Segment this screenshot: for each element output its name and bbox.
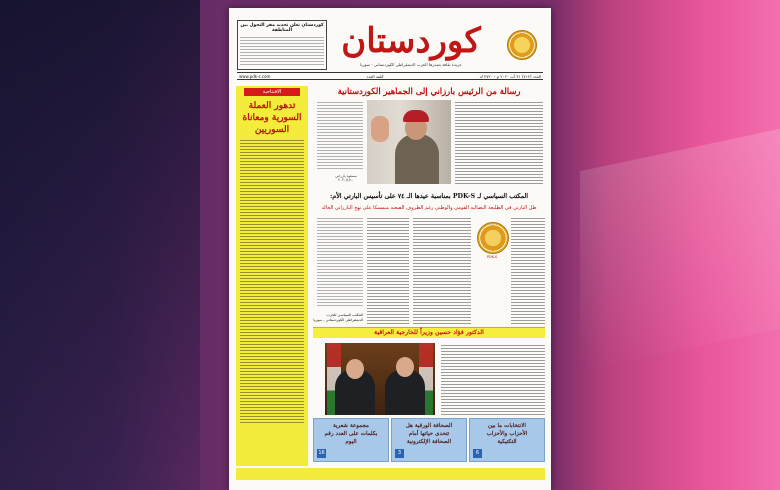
editorial-body-text — [240, 138, 304, 423]
issue-info-bar — [237, 72, 543, 80]
president-photo — [367, 100, 451, 184]
second-article-col-4 — [317, 216, 363, 308]
teaser-box — [391, 418, 467, 462]
issue-number: العدد (٧١٢) ٣١ آب ٢٠٢٠ م - ٢٧٢٠ ك — [479, 73, 541, 79]
teaser-title: الانتخابات ما بين الأحزاب والأحزاب التكتيكية — [486, 423, 528, 445]
teaser-title: مجموعة شعرية بكلمات على العدد رقم اليوم — [324, 423, 378, 445]
waving-hand — [371, 116, 389, 142]
teaser-page-number: 16 — [318, 450, 325, 456]
lead-headline: رسالة من الرئيس بارزاني إلى الجماهير الكوردستانية — [337, 86, 521, 96]
pdk-s-logo-icon — [477, 222, 509, 254]
newspaper-page — [229, 8, 551, 490]
footer-bar — [236, 468, 545, 480]
second-article-col-3 — [367, 216, 409, 324]
editorial-column — [236, 86, 308, 466]
header-box-text — [240, 35, 324, 65]
masthead-subtitle: جريدة ثقافة يصدرها الحزب الديمقراطي الكوردستاني - سوريا — [360, 62, 462, 67]
second-article-col-1 — [511, 216, 545, 324]
section-label: كلمة العدد — [366, 73, 384, 79]
figure-turban — [403, 110, 429, 122]
background-light-streak — [580, 129, 780, 372]
teaser-page-number: 3 — [395, 449, 404, 458]
party-logo-icon — [507, 30, 537, 60]
second-article-col-2 — [413, 216, 471, 324]
teaser-box — [313, 418, 389, 462]
second-subheadline: ظل البارتي في الطليعة النضالية القومي والوطني رغم الظروف الصعبة متمسكا على نهج البارزاني الخالد — [321, 205, 537, 211]
site-url: www.pdk-s.com — [239, 73, 271, 79]
masthead-title: کوردستان — [341, 21, 481, 61]
teaser-box — [469, 418, 545, 462]
lead-article-text-2 — [317, 100, 363, 170]
pdk-s-logo-caption: PDK-S — [486, 255, 498, 259]
editorial-headline: تدهور العملة السورية ومعاناة السوريين — [242, 101, 302, 135]
background-dark-panel — [0, 0, 200, 490]
header-news-box — [237, 20, 327, 70]
lead-article-text — [455, 100, 543, 184]
meeting-photo — [325, 343, 435, 415]
second-signature: المكتب السياسي للحزب الديمقراطي الكوردستاني - سوريا — [313, 313, 363, 322]
figure-body — [395, 134, 439, 184]
person-left-head — [346, 359, 364, 379]
person-right-head — [396, 357, 414, 377]
teaser-boxes — [313, 418, 545, 462]
teaser-title: الصحافة الورقية هل تتحدى حياتها أمام الصحافة الإلكترونية — [405, 423, 453, 445]
header-box-title: كوردستان تعلن تحديد مقر التجول بين المناطقة — [240, 23, 324, 33]
lead-signature: مسعود بارزاني ٢٠٢٠/٨/١٠ — [335, 174, 357, 182]
foreign-minister-banner: الدكتور فؤاد حسين وزيراً للخارجية العراقية — [313, 327, 545, 338]
teaser-page-number: 6 — [473, 449, 482, 458]
editorial-tag: الافتتاحية — [244, 88, 300, 96]
second-headline: المكتب السياسي لـ PDK-S بمناسبة عيدها الـ ٧٤ على تأسيس البارتي الأم: — [329, 193, 529, 200]
minister-article-text — [441, 343, 545, 415]
